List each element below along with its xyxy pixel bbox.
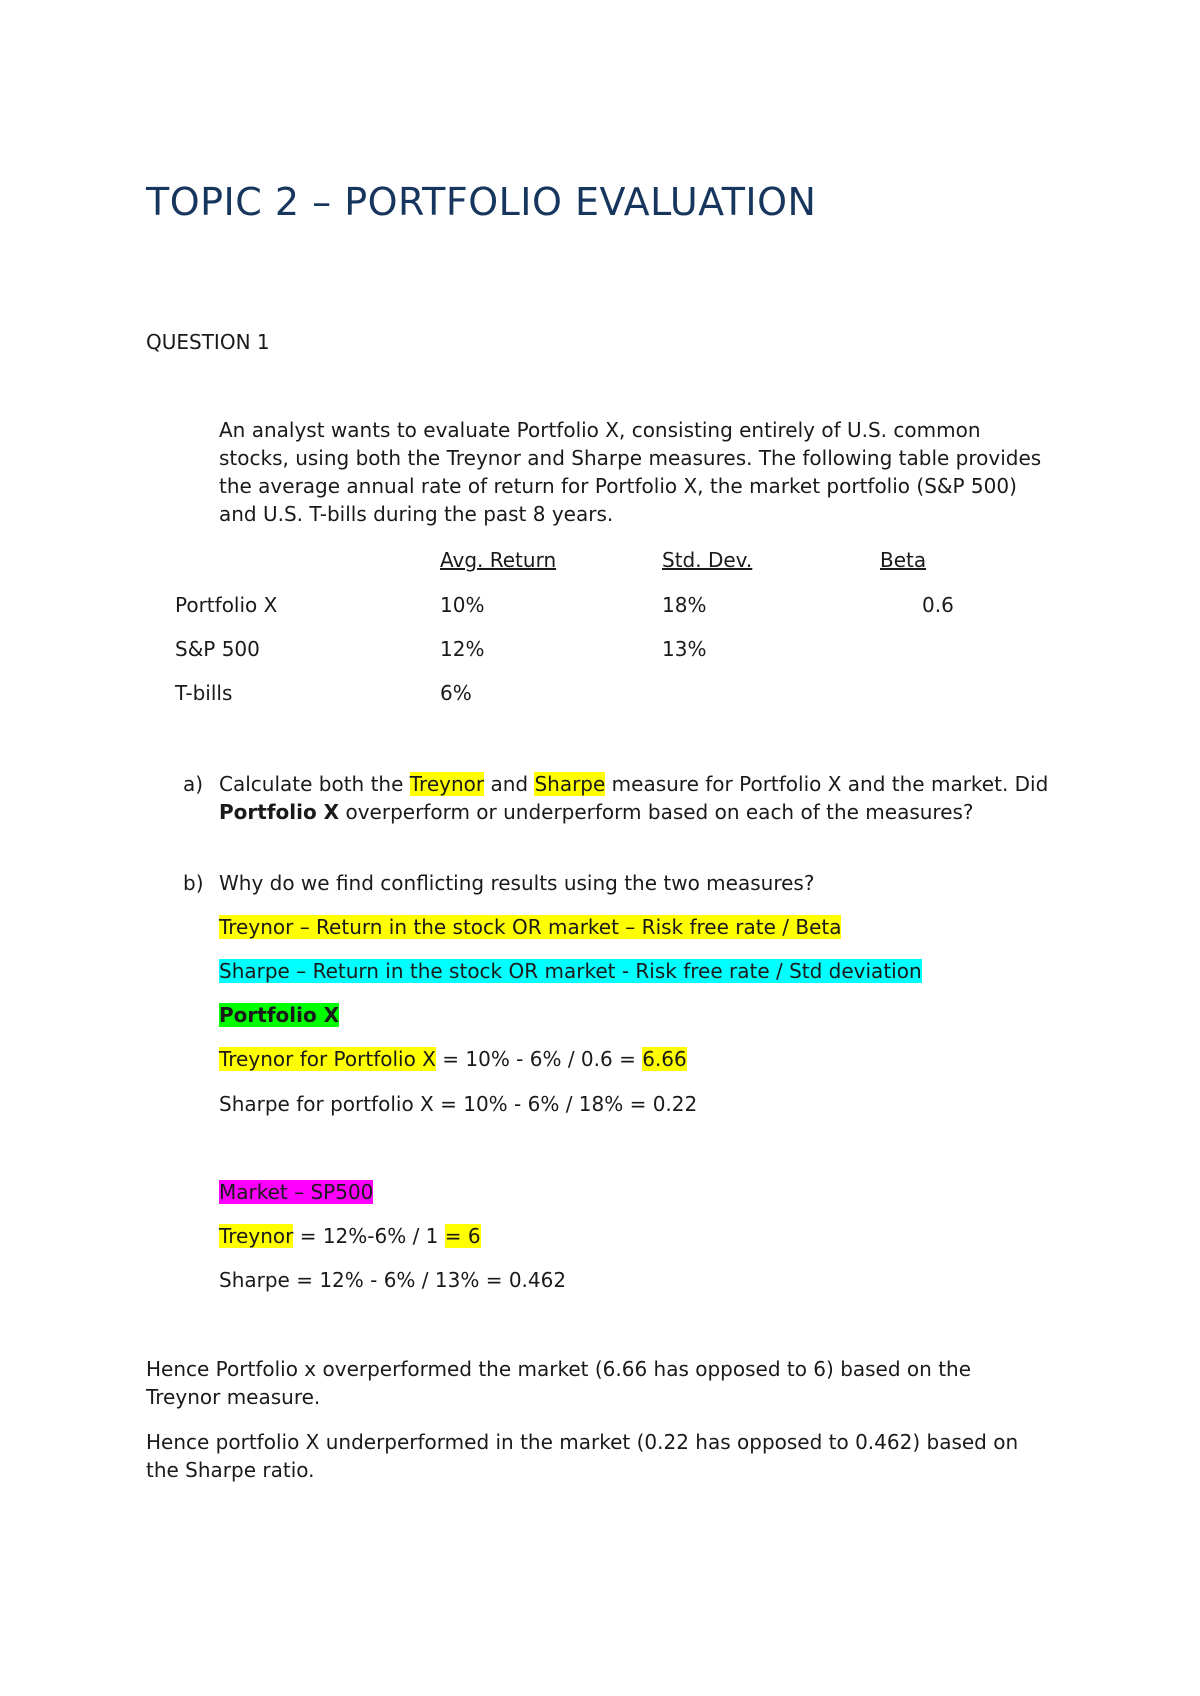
question-a-text (219, 770, 1053, 826)
table-header-std-dev: Std. Dev. (662, 548, 753, 572)
market-treynor-label: Treynor (219, 1224, 294, 1248)
question-b (183, 869, 1053, 897)
question-a-label: a) (183, 772, 204, 796)
treynor-formula-text: Treynor – Return in the stock OR market – Risk free rate / Beta (219, 915, 842, 939)
table-row-label: T-bills (175, 681, 233, 705)
treynor-highlight: Treynor (409, 772, 485, 796)
sharpe-highlight: Sharpe (534, 772, 606, 796)
market-heading (219, 1180, 373, 1204)
table-cell-std: 18% (662, 593, 707, 617)
market-sharpe-calc: Sharpe = 12% - 6% / 13% = 0.462 (219, 1268, 567, 1292)
portfolio-heading (219, 1003, 339, 1027)
portfolio-sharpe-calc: Sharpe for portfolio X = 10% - 6% / 18% = 0.22 (219, 1092, 698, 1116)
market-treynor-result: = 6 (444, 1224, 481, 1248)
market-heading-text: Market – SP500 (219, 1180, 374, 1204)
table-cell-return: 10% (440, 593, 485, 617)
conclusion-treynor: Hence Portfolio x overperformed the market (6.66 has opposed to 6) based on the Treynor measure. (146, 1357, 972, 1409)
question-b-text: Why do we find conflicting results using the two measures? (219, 871, 815, 895)
portfolio-treynor-expression: = 10% - 6% / 0.6 = (435, 1047, 643, 1071)
table-cell-return: 12% (440, 637, 485, 661)
sharpe-formula-text: Sharpe – Return in the stock OR market - Risk free rate / Std deviation (219, 959, 922, 983)
question-b-label: b) (183, 871, 204, 895)
market-treynor-calc (219, 1224, 481, 1248)
question-a (183, 770, 1053, 826)
question-label: QUESTION 1 (146, 330, 270, 354)
intro-paragraph: An analyst wants to evaluate Portfolio X, consisting entirely of U.S. common stocks, using both the Treynor and Sharpe measures. The following table provides the average annual rate of return for Portfolio X, the market portfolio (S&P 500) and U.S. T-bills during the past 8 years. (219, 418, 1042, 526)
portfolio-heading-text: Portfolio X (219, 1003, 340, 1027)
question-a-text-part: overperform or underperform based on each of the measures? (339, 800, 974, 824)
table-row-label: Portfolio X (175, 593, 278, 617)
portfolio-treynor-result: 6.66 (642, 1047, 687, 1071)
treynor-formula (219, 915, 841, 939)
question-a-text-part: measure for Portfolio X and the market. Did (605, 772, 1049, 796)
conclusion-sharpe: Hence portfolio X underperformed in the market (0.22 has opposed to 0.462) based on the Sharpe ratio. (146, 1430, 1019, 1482)
portfolio-x-bold: Portfolio X (219, 800, 340, 824)
portfolio-treynor-calc (219, 1047, 687, 1071)
table-header-avg-return: Avg. Return (440, 548, 557, 572)
sharpe-formula (219, 959, 922, 983)
table-cell-std: 13% (662, 637, 707, 661)
table-header-beta: Beta (880, 548, 927, 572)
page-title: TOPIC 2 – PORTFOLIO EVALUATION (146, 180, 817, 224)
table-row-label: S&P 500 (175, 637, 260, 661)
question-a-text-part: and (484, 772, 535, 796)
question-a-text-part: Calculate both the (219, 772, 410, 796)
portfolio-treynor-label: Treynor for Portfolio X (219, 1047, 436, 1071)
table-cell-beta: 0.6 (922, 593, 954, 617)
market-treynor-expression: = 12%-6% / 1 (293, 1224, 445, 1248)
table-cell-return: 6% (440, 681, 472, 705)
